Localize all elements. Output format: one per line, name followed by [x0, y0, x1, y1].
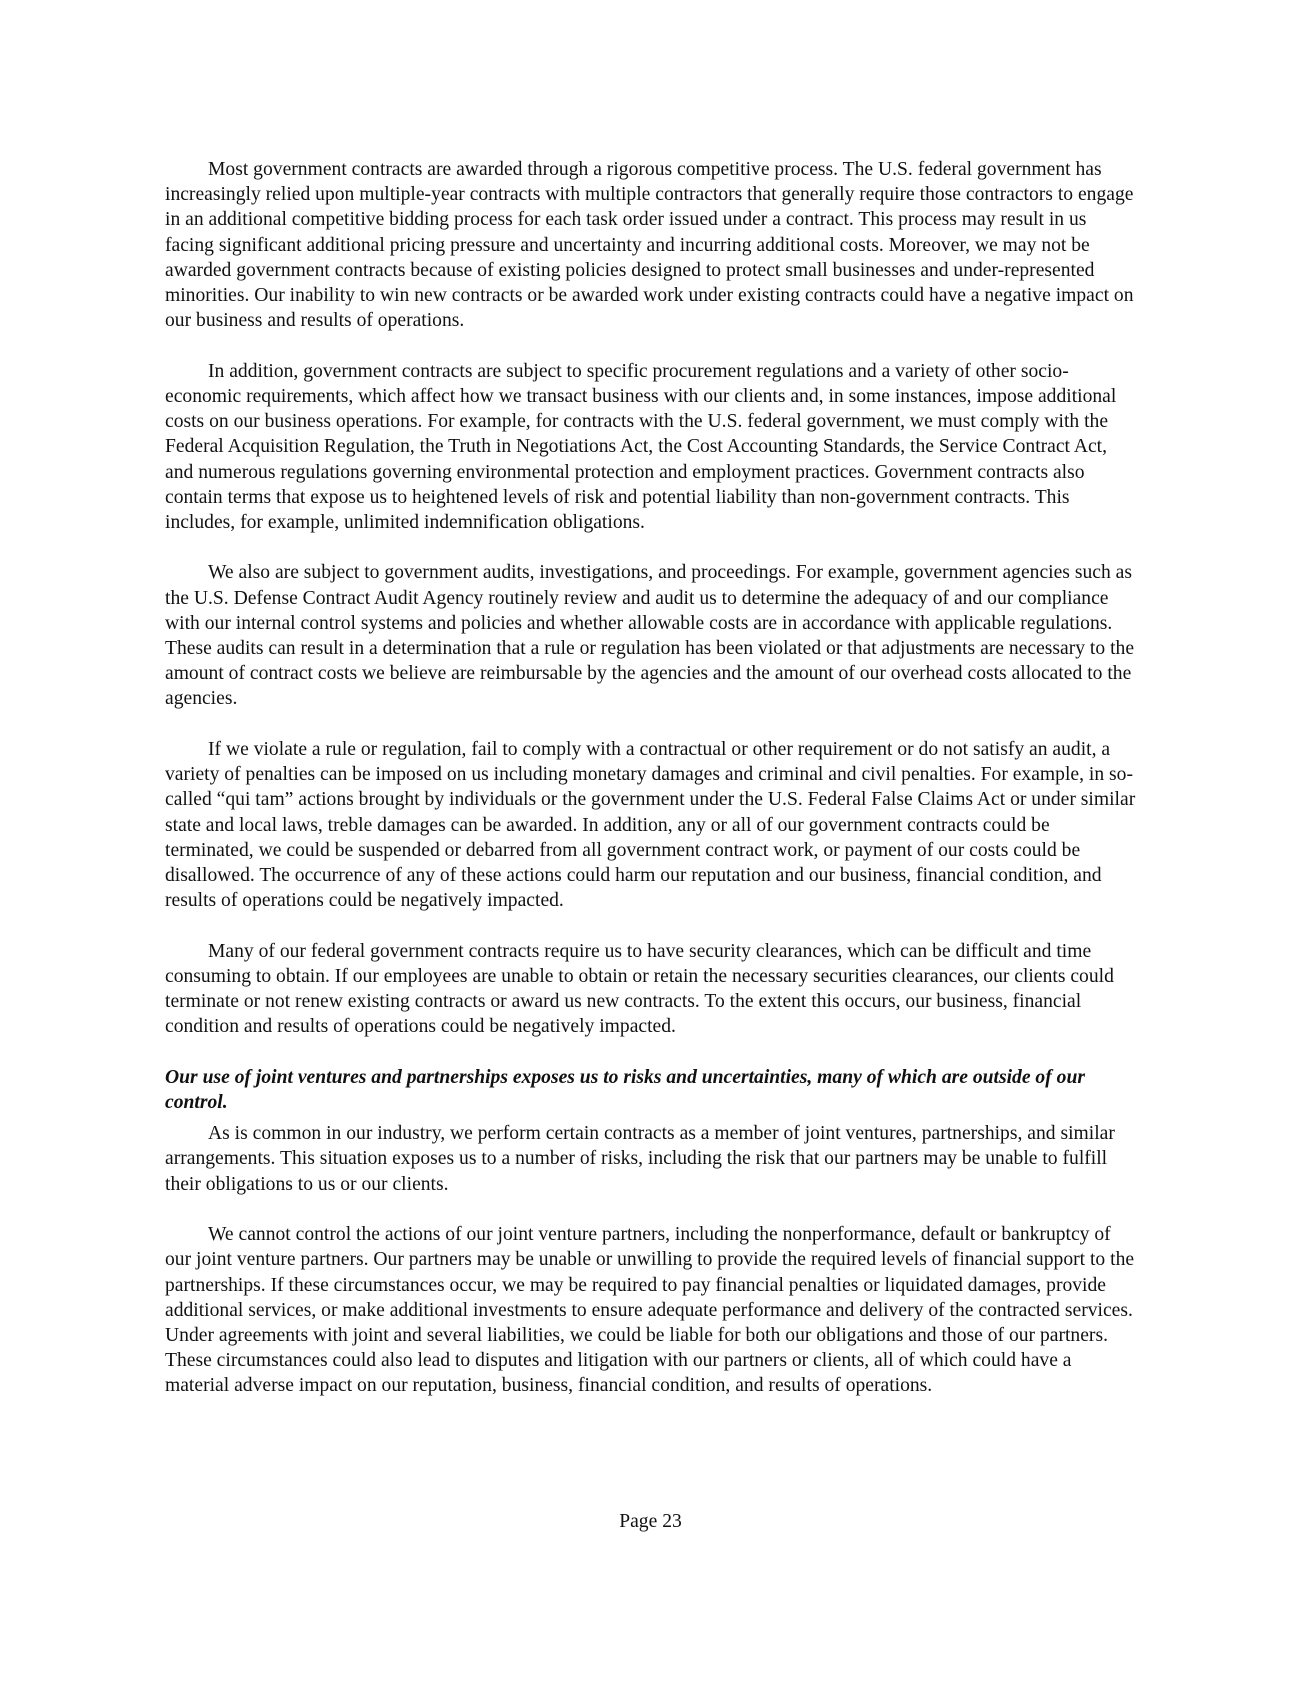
document-body	[165, 157, 1137, 1399]
paragraph-security-clearances: Many of our federal government contracts require us to have security clearances, which can be difficult and time consuming to obtain. If our employees are unable to obtain or retain the necessary securities clearances, our clients could terminate or not renew existing contracts or award us new contracts. To the extent this occurs, our business, financial condition and results of operations could be negatively impacted.	[165, 940, 1114, 1038]
page-number: Page 23	[619, 1511, 682, 1532]
paragraph-penalties: If we violate a rule or regulation, fail to comply with a contractual or other requirement or do not satisfy an audit, a variety of penalties can be imposed on us including monetary damages and criminal and civil penalties. For example, in so-called “qui tam” actions brought by individuals or the government under the U.S. Federal False Claims Act or under similar state and local laws, treble damages can be awarded. In addition, any or all of our government contracts could be terminated, we could be suspended or debarred from all government contract work, or payment of our costs could be disallowed. The occurrence of any of these actions could harm our reputation and our business, financial condition, and results of operations could be negatively impacted.	[165, 738, 1136, 912]
paragraph-partner-control: We cannot control the actions of our joint venture partners, including the nonperformance, default or bankruptcy of our joint venture partners. Our partners may be unable or unwilling to provide the required levels of financial support to the partnerships. If these circumstances occur, we may be required to pay financial penalties or liquidated damages, provide additional services, or make additional investments to ensure adequate performance and delivery of the contracted services. Under agreements with joint and several liabilities, we could be liable for both our obligations and those of our partners. These circumstances could also lead to disputes and litigation with our partners or clients, all of which could have a material adverse impact on our reputation, business, financial condition, and results of operations.	[165, 1224, 1135, 1397]
paragraph-procurement-regulations: In addition, government contracts are subject to specific procurement regulations and a variety of other socio-economic requirements, which affect how we transact business with our clients and, in some instances, impose additional costs on our business operations. For example, for contracts with the U.S. federal government, we must comply with the Federal Acquisition Regulation, the Truth in Negotiations Act, the Cost Accounting Standards, the Service Contract Act, and numerous regulations governing environmental protection and employment practices. Government contracts also contain terms that expose us to heightened levels of risk and potential liability than non-government contracts. This includes, for example, unlimited indemnification obligations.	[165, 360, 1117, 533]
risk-factor-heading: Our use of joint ventures and partnerships exposes us to risks and uncertainties, many of which are outside of our control.	[165, 1066, 1085, 1113]
paragraph-government-audits: We also are subject to government audits, investigations, and proceedings. For example, government agencies such as the U.S. Defense Contract Audit Agency routinely review and audit us to determine the adequacy of and our compliance with our internal control systems and policies and whether allowable costs are in accordance with applicable regulations. These audits can result in a determination that a rule or regulation has been violated or that adjustments are necessary to the amount of contract costs we believe are reimbursable by the agencies and the amount of our overhead costs allocated to the agencies.	[165, 562, 1135, 710]
paragraph-joint-ventures: As is common in our industry, we perform certain contracts as a member of joint ventures, partnerships, and similar arrangements. This situation exposes us to a number of risks, including the risk that our partners may be unable to fulfill their obligations to us or our clients.	[165, 1123, 1115, 1195]
paragraph-competitive-process: Most government contracts are awarded through a rigorous competitive process. The U.S. federal government has increasingly relied upon multiple-year contracts with multiple contractors that generally require those contractors to engage in an additional competitive bidding process for each task order issued under a contract. This process may result in us facing significant additional pricing pressure and uncertainty and incurring additional costs. Moreover, we may not be awarded government contracts because of existing policies designed to protect small businesses and under-represented minorities. Our inability to win new contracts or be awarded work under existing contracts could have a negative impact on our business and results of operations.	[165, 159, 1134, 332]
